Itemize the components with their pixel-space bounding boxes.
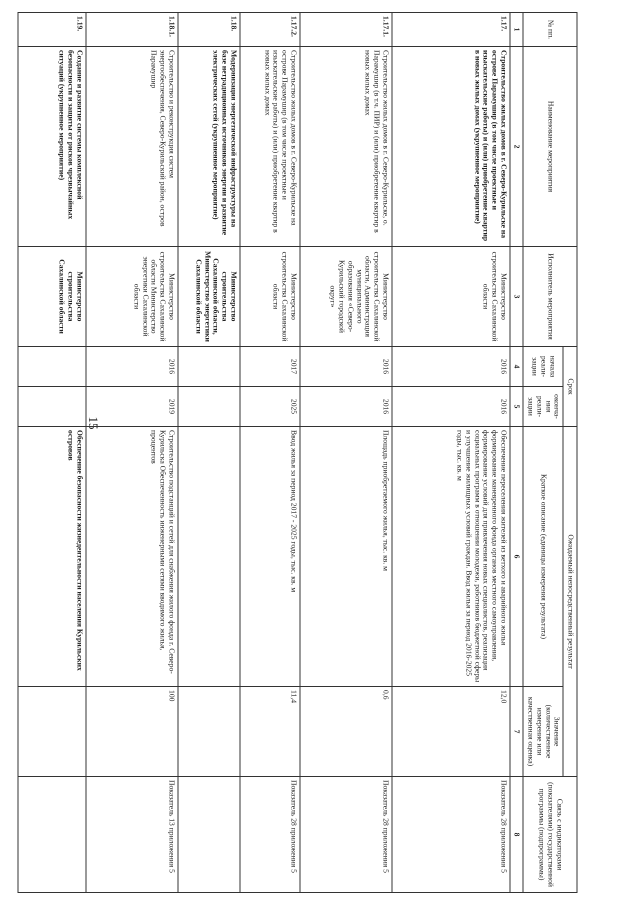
row-executor-cell: Министерство строительства Сахалинской области: [240, 247, 300, 347]
row-desc-cell: Площадь приобретаемого жилья, тыс. кв. м: [300, 427, 392, 687]
row-start-cell: [178, 347, 240, 387]
row-end-cell: 2016: [392, 387, 510, 427]
header-name: Наименование мероприятия: [523, 47, 577, 247]
col-number: 6: [510, 427, 524, 687]
header-result-value: Значение (количественное измерение или качественная оценка): [523, 687, 563, 777]
row-end-cell: 2016: [300, 387, 392, 427]
row-name-cell: Строительство жилых домов в г. Северо-Курильске на острове Парамушир (в том числе проектные и изыскательские работы) и (или) приобретение квартир в новых жилых домах (укрупненное мероприятие): [392, 47, 510, 247]
column-number-row: [510, 13, 524, 893]
row-link-cell: [178, 777, 240, 893]
header-term: Срок: [563, 347, 577, 427]
row-executor-cell: Министерство строительства Сахалинской области, Министерство энергетики Сахалинской области: [178, 247, 240, 347]
row-desc-cell: Строительство подстанций и сетей для снабжения жилого фонда г. Северо-Курильска Обеспеченность инженерными сетями вводимого жилья, процентов: [86, 427, 178, 687]
row-executor-cell: Министерство строительства Сахалинской области: [392, 247, 510, 347]
row-num-cell: 1.17.1.: [300, 13, 392, 47]
measures-table: [17, 12, 577, 893]
row-value-cell: 0,6: [300, 687, 392, 777]
header-executor: Исполнитель мероприятия: [523, 247, 577, 347]
row-name-cell: Строительство и реконструкция систем энергообеспечения, Северо-Курильский район, остров Парамушир: [86, 47, 178, 247]
table-row: [392, 13, 510, 893]
col-number: 1: [510, 13, 524, 47]
col-number: 7: [510, 687, 524, 777]
row-name-cell: Модернизация энергетической инфраструктуры на базе нетрадиционных источников энергии и развитие электрических сетей (укрупненное мероприятие): [178, 47, 240, 247]
col-number: 4: [510, 347, 524, 387]
row-desc-cell: Обеспечение переселения жителей из ветхого и аварийного жилья формирование маневренного фонда органов местного самоуправления, формирование условий для привлечения новых специалистов, реализация социальных программ в отношении молодежи, работников бюджетной сферы и улучшение жилищных условий граждан. Ввод жилья за период 2016-2025 годы, тыс. кв. м: [392, 427, 510, 687]
row-end-cell: [18, 387, 86, 427]
header-result: Ожидаемый непосредственный результат: [563, 427, 577, 777]
header-term-end: оконча-ния реали-зации: [523, 387, 563, 427]
col-number: 8: [510, 777, 524, 893]
row-executor-cell: Министерство строительства Сахалинской области: [18, 247, 86, 347]
header-row-1: [563, 13, 577, 893]
row-value-cell: 11,4: [240, 687, 300, 777]
row-link-cell: Показатель 28 приложения 5: [240, 777, 300, 893]
header-link: Связь с индикаторами (показателями) государственной программы (подпрограммы): [523, 777, 577, 893]
table-row: [18, 13, 86, 893]
page-number: 15: [86, 416, 101, 430]
row-end-cell: [178, 387, 240, 427]
row-desc-cell: Ввод жилья за период 2017 - 2025 годы, тыс. кв. м: [240, 427, 300, 687]
header-result-desc: Краткое описание (единицы измерения результата): [523, 427, 563, 687]
row-num-cell: 1.17.: [392, 13, 510, 47]
row-link-cell: Показатель 28 приложения 5: [392, 777, 510, 893]
row-link-cell: Показатель 13 приложения 5: [86, 777, 178, 893]
row-num-cell: 1.18.1.: [86, 13, 178, 47]
row-executor-cell: Министерство строительства Сахалинской области Министерство энергетики Сахалинской области: [86, 247, 178, 347]
row-executor-cell: Министерство строительства Сахалинской области, Администрация муниципального образования «Северо-Курильский городской округ»: [300, 247, 392, 347]
table-row: [300, 13, 392, 893]
row-start-cell: 2016: [392, 347, 510, 387]
row-start-cell: [18, 347, 86, 387]
row-start-cell: 2017: [240, 347, 300, 387]
col-number: 5: [510, 387, 524, 427]
row-end-cell: 2025: [240, 387, 300, 427]
table-row: [240, 13, 300, 893]
row-value-cell: [18, 687, 86, 777]
col-number: 3: [510, 247, 524, 347]
row-num-cell: 1.17.2.: [240, 13, 300, 47]
row-link-cell: Показатель 28 приложения 5: [300, 777, 392, 893]
row-value-cell: 12,0: [392, 687, 510, 777]
header-num: № пп.: [523, 13, 577, 47]
row-num-cell: 1.19.: [18, 13, 86, 47]
row-value-cell: [178, 687, 240, 777]
col-number: 2: [510, 47, 524, 247]
header-term-start: начала реали-зации: [523, 347, 563, 387]
row-value-cell: 100: [86, 687, 178, 777]
row-start-cell: 2016: [300, 347, 392, 387]
rotated-table-wrapper: [57, 12, 578, 892]
row-link-cell: [18, 777, 86, 893]
table-row: [86, 13, 178, 893]
row-desc-cell: [178, 427, 240, 687]
table-row: [178, 13, 240, 893]
row-end-cell: 2019: [86, 387, 178, 427]
row-num-cell: 1.18.: [178, 13, 240, 47]
row-desc-cell: Обеспечение безопасности жизнедеятельности населения Курильских островов: [18, 427, 86, 687]
row-name-cell: Строительство жилых домов в г. Северо-Курильске, о. Парамушир (в т.ч. ПИР) и (или) приобретение квартир в новых жилых домах: [300, 47, 392, 247]
row-name-cell: Строительство жилых домов в г. Северо-Курильске на острове Парамушир (в том числе проектные и изыскательские работы) и (или) приобретение квартир в новых жилых домах: [240, 47, 300, 247]
row-name-cell: Создание и развитие системы комплексной безопасности и защиты от рисков чрезвычайных ситуаций (укрупненное мероприятие): [18, 47, 86, 247]
row-start-cell: 2016: [86, 347, 178, 387]
